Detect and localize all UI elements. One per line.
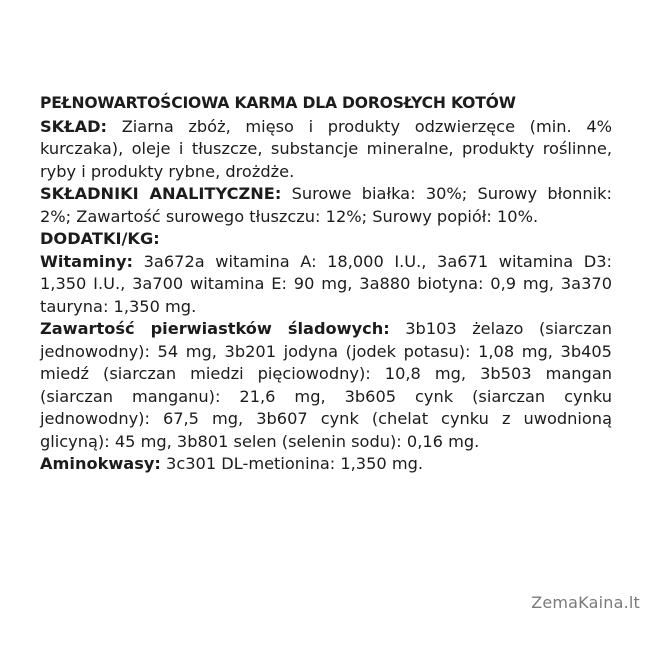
analytical-text: Surowe białka: 30%; Surowy błonnik: 2%; Zawartość surowego tłuszczu: 12%; Surowy popiół: 10%. [40,184,612,226]
vitamins-heading: Witaminy: [40,251,134,271]
amino-acids-text: 3c301 DL-metionina: 1,350 mg. [160,454,424,473]
amino-acids-paragraph [40,453,612,476]
product-label [40,92,612,476]
composition-heading: SKŁAD: [40,116,108,136]
amino-acids-heading: Aminokwasy: [40,454,161,473]
trace-elements-heading: Zawartość pierwiastków śladowych: [40,319,390,338]
composition-text: Ziarna zbóż, mięso i produkty odzwierzęce (min. 4% kurczaka), oleje i tłuszcze, substancje mineralne, produkty roślinne, ryby i produkty rybne, drożdże. [40,116,612,181]
composition-paragraph [40,116,612,184]
trace-elements-paragraph [40,318,612,453]
label-title: PEŁNOWARTOŚCIOWA KARMA DLA DOROSŁYCH KOTÓW [40,94,516,112]
trace-elements-text: 3b103 żelazo (siarczan jednowodny): 54 mg, 3b201 jodyna (jodek potasu): 1,08 mg, 3b405 miedź (siarczan miedzi pięciowodny): 10,8 mg, 3b503 mangan (siarczan manganu): 21,6 mg, 3b605 cynk (siarczan cynku jednowodny): 67,5 mg, 3b607 cynk (chelat cynku z uwodnioną glicyną): 45 mg, 3b801 selen (selenin sodu): 0,16 mg. [40,319,612,451]
additives-heading: DODATKI/KG: [40,229,160,248]
analytical-heading: SKŁADNIKI ANALITYCZNE: [40,184,282,203]
watermark-text: ZemaKaina.lt [531,593,640,612]
vitamins-text: 3a672a witamina A: 18,000 I.U., 3a671 witamina D3: 1,350 I.U., 3a700 witamina E: 90 mg, 3a880 biotyna: 0,9 mg, 3a370 tauryna: 1,350 mg. [40,251,612,316]
vitamins-paragraph [40,251,612,319]
analytical-paragraph [40,183,612,228]
additives-paragraph [40,228,612,251]
